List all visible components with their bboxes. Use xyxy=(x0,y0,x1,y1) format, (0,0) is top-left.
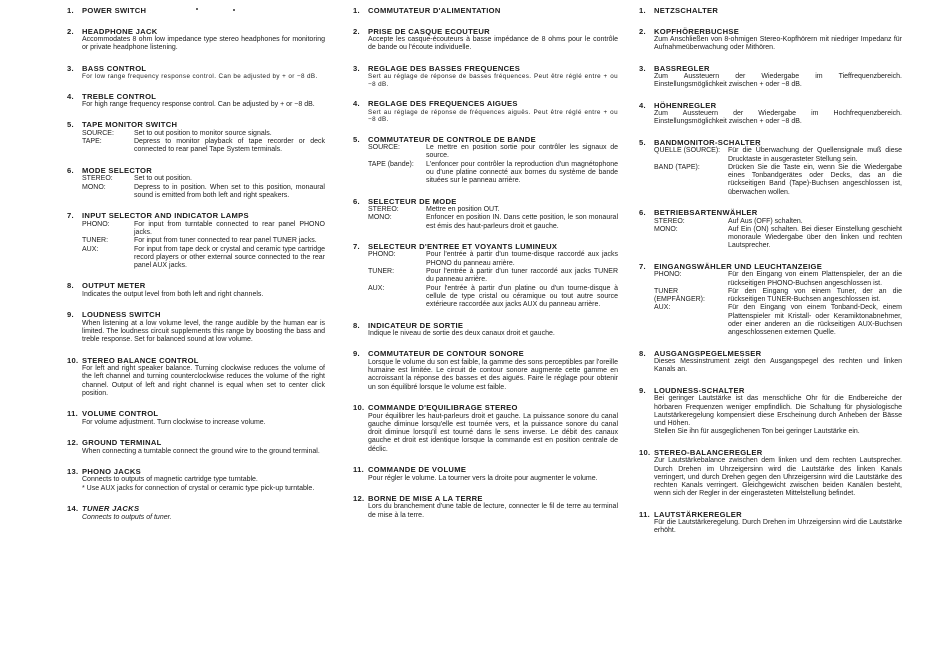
manual-section xyxy=(67,6,325,16)
manual-section xyxy=(353,349,618,392)
section-title: BORNE DE MISE A LA TERRE xyxy=(368,493,483,503)
setting-key: TUNER: xyxy=(368,268,395,276)
section-title: HÖHENREGLER xyxy=(654,100,717,110)
section-number: 11. xyxy=(353,465,365,475)
section-description: For low range frequency response control. Can be adjusted by + or −8 dB. xyxy=(82,73,318,81)
section-title: OUTPUT METER xyxy=(82,281,146,291)
setting-description: Pour l'entrée à partir d'un tuner raccordé aux jacks TUNER du panneau arrière. xyxy=(426,268,618,284)
section-description: When connecting a turntable connect the ground wire to the ground terminal. xyxy=(82,447,320,455)
section-title: REGLAGE DES BASSES FREQUENCES xyxy=(368,63,521,73)
section-number: 8. xyxy=(67,281,74,291)
setting-description: Für den Eingang von einem Tonband-Deck, einem Plattenspieler mit Kristall- oder Keramiktonabnehmer, oder einer anderen an die rückseitigen AUX-Buchsen angeschlossenen externen Quelle. xyxy=(728,304,902,337)
section-number: 8. xyxy=(353,320,360,330)
section-title: GROUND TERMINAL xyxy=(82,438,162,448)
section-number: 6. xyxy=(353,196,360,206)
section-number: 9. xyxy=(353,349,360,359)
section-title: COMMANDE D'EQUILIBRAGE STEREO xyxy=(368,403,518,413)
setting-row xyxy=(368,268,618,285)
manual-section xyxy=(67,120,325,154)
setting-key: PHONO: xyxy=(368,251,396,259)
manual-section xyxy=(67,91,325,110)
setting-description: Set to out position to monitor source signals. xyxy=(134,129,272,137)
section-number: 1. xyxy=(353,6,360,15)
section-number: 1. xyxy=(67,6,74,15)
section-title: VOLUME CONTROL xyxy=(82,409,159,419)
setting-row xyxy=(82,138,325,155)
manual-section xyxy=(639,208,902,251)
section-number: 14. xyxy=(67,504,79,514)
setting-row xyxy=(368,206,618,214)
setting-row xyxy=(368,144,618,161)
section-number: 3. xyxy=(67,63,74,73)
section-number: 11. xyxy=(67,409,79,419)
section-number: 12. xyxy=(67,438,79,448)
section-title: POWER SWITCH xyxy=(82,6,147,15)
setting-description: Auf Aus (OFF) schalten. xyxy=(728,217,803,225)
manual-section xyxy=(353,134,618,186)
setting-description: L'enfoncer pour contrôler la reproduction d'un magnétophone ou d'une platine connecté aux bornes du système de bande situées sur le panneau arrière. xyxy=(426,160,618,185)
setting-description: Le mettre en position sortie pour contrôler les signaux de source. xyxy=(426,144,618,160)
setting-row xyxy=(654,271,902,288)
setting-row xyxy=(368,251,618,268)
manual-section xyxy=(67,281,325,299)
setting-key: AUX: xyxy=(654,304,671,312)
manual-section xyxy=(353,403,618,454)
manual-section xyxy=(353,26,618,53)
setting-description: For input from turntable connected to rear panel PHONO jacks. xyxy=(134,220,325,236)
setting-key: AUX: xyxy=(82,245,99,253)
section-title: COMMUTATEUR D'ALIMENTATION xyxy=(368,6,501,15)
manual-section xyxy=(639,509,902,536)
section-title: TAPE MONITOR SWITCH xyxy=(82,120,178,130)
setting-description: Depress to in position. When set to this position, monaural sound is emitted from both left and right speakers. xyxy=(134,183,325,199)
section-description: For volume adjustment. Turn clockwise to increase volume. xyxy=(82,418,266,426)
section-title: COMMANDE DE VOLUME xyxy=(368,465,467,475)
setting-key: TAPE: xyxy=(82,138,102,146)
section-number: 6. xyxy=(67,165,74,175)
manual-section xyxy=(67,409,325,427)
section-number: 1. xyxy=(639,6,646,15)
setting-description: Für den Eingang von einem Plattenspieler, der an die rückseitigen PHONO-Buchsen angeschlossen ist. xyxy=(728,271,902,287)
manual-section xyxy=(353,99,618,124)
manual-section xyxy=(639,385,902,437)
section-description: Indicates the output level from both left and right channels. xyxy=(82,290,264,298)
manual-section xyxy=(639,63,902,90)
section-description: When listening at a low volume level, the range audible by the human ear is limited. The loudness circuit supplements this range by boosting the bass and treble response. Set for balanced sound at low volume. xyxy=(82,319,325,344)
setting-key: SOURCE: xyxy=(368,144,400,152)
setting-key: STEREO: xyxy=(82,175,113,183)
setting-key: TAPE (bande): xyxy=(368,160,414,168)
setting-key: STEREO: xyxy=(368,206,399,214)
section-number: 4. xyxy=(67,91,74,101)
manual-section xyxy=(67,466,325,493)
section-description: Connects to outputs of magnetic cartridge type turntable. * Use AUX jacks for connection of crystal or ceramic type pick-up turntable. xyxy=(82,476,315,492)
manual-section xyxy=(639,447,902,499)
section-number: 11. xyxy=(639,509,651,519)
section-number: 2. xyxy=(353,26,360,36)
manual-section xyxy=(353,320,618,339)
setting-row xyxy=(82,246,325,271)
section-number: 7. xyxy=(639,261,646,271)
section-title: BANDMONITOR-SCHALTER xyxy=(654,137,761,147)
setting-description: Set to out position. xyxy=(134,175,192,183)
setting-key: PHONO: xyxy=(82,220,110,228)
setting-description: For input from tuner connected to rear panel TUNER jacks. xyxy=(134,237,317,245)
setting-description: Drücken Sie die Taste ein, wenn Sie die Wiedergabe eines Tonbandgerätes oder Decks, das an die rückseitigen Band (Tape)-Buchsen angeschlossen ist, überwachen wollen. xyxy=(728,163,902,196)
manual-section xyxy=(639,261,902,338)
section-title: TREBLE CONTROL xyxy=(82,91,157,101)
setting-key: MONO: xyxy=(82,183,106,191)
section-title: INPUT SELECTOR AND INDICATOR LAMPS xyxy=(82,211,249,221)
setting-description: Für die Überwachung der Quellensignale muß diese Drucktaste in ausgerasteter Stellung sein. xyxy=(728,147,902,163)
section-description: Bei geringer Lautstärke ist das menschliche Ohr für die Endbereiche der hörbaren Frequenzen weniger empfindlich. Die Schaltung für physiologische Lautstärkeregelung kompensiert diese Erscheinung durch Anheben der Bässe und Höhen. Stellen Sie ihn für ausgeglichenen Ton bei geringer Lautstärke ein. xyxy=(654,395,902,436)
setting-row xyxy=(654,226,902,251)
section-description: Dieses Messinstrument zeigt den Ausgangspegel des rechten und linken Kanals an. xyxy=(654,358,902,374)
manual-section xyxy=(67,504,325,522)
section-description: Connects to outputs of tuner. xyxy=(82,513,172,521)
section-title: KOPFHÖRERBUCHSE xyxy=(654,26,740,36)
manual-section xyxy=(67,211,325,270)
setting-row xyxy=(654,147,902,164)
section-number: 3. xyxy=(353,63,360,73)
setting-description: Auf Ein (ON) schalten. Bei dieser Einstellung geschieht monoraule Wiedergabe über den linken und rechten Lautsprecher. xyxy=(728,225,902,250)
section-description: Zur Lautstärkebalance zwischen dem linken und dem rechten Lautsprecher. Durch Drehen im Uhrzeigersinn wird die Lautstärke des linken Kanals verringert, und durch Drehen gegen den Uhrzeigersinn wird die Lautstärke des rechten Kanals verringert. Gleichgewicht zwischen beiden Kanälen besteht, wenn sich der Regler in der eingerasteten Mittelstellung befindet. xyxy=(654,457,902,498)
manual-section xyxy=(353,6,618,16)
section-title: NETZSCHALTER xyxy=(654,6,719,15)
manual-section xyxy=(639,100,902,127)
section-title: INDICATEUR DE SORTIE xyxy=(368,320,464,330)
section-number: 7. xyxy=(353,241,360,251)
setting-row xyxy=(82,184,325,201)
manual-section xyxy=(67,438,325,456)
manual-section xyxy=(639,6,902,16)
setting-row xyxy=(654,304,902,337)
section-title: HEADPHONE JACK xyxy=(82,26,158,36)
french-column xyxy=(353,6,618,531)
setting-row xyxy=(82,237,325,245)
setting-key: BAND (TAPE): xyxy=(654,163,700,171)
section-title: EINGANGSWÄHLER UND LEUCHTANZEIGE xyxy=(654,261,823,271)
section-number: 5. xyxy=(639,137,646,147)
section-description: Pour équilibrer les haut-parleurs droit et gauche. La puissance sonore du canal gauche diminue lorsqu'elle est tournée vers, et la puissance sonore du canal droit diminue lorsqu'il est tourné dans le sens inverse. Le débit des canaux gauche et droit est identique lorsque la commande est en position centrale de déclic. xyxy=(368,412,618,453)
setting-row xyxy=(654,164,902,197)
setting-key: AUX: xyxy=(368,284,385,292)
manual-section xyxy=(67,26,325,53)
setting-description: Für den Eingang von einem Tuner, der an die rückseitigen TUNER-Buchsen angeschlossen ist. xyxy=(728,287,902,304)
section-title: MODE SELECTOR xyxy=(82,165,153,175)
section-number: 4. xyxy=(353,99,360,109)
section-number: 2. xyxy=(639,26,646,36)
section-title: COMMUTATEUR DE CONTROLE DE BANDE xyxy=(368,134,536,144)
setting-description: Pour l'entrée à partir d'un platine ou d'un tourne-disque à cellule de type cristal ou céramique ou tout autre source extérieure raccordée aux jacks AUX du panneau arrière. xyxy=(426,284,618,309)
manual-section xyxy=(353,63,618,89)
section-number: 5. xyxy=(67,120,74,130)
section-title: SELECTEUR DE MODE xyxy=(368,196,457,206)
section-title: BASSREGLER xyxy=(654,63,710,73)
setting-key: TUNER: xyxy=(82,237,109,245)
section-title: BASS CONTROL xyxy=(82,63,147,73)
manual-section xyxy=(353,196,618,231)
setting-key: STEREO: xyxy=(654,217,685,225)
section-title: PRISE DE CASQUE ECOUTEUR xyxy=(368,26,490,36)
setting-row xyxy=(82,130,325,138)
section-title: BETRIEBSARTENWÄHLER xyxy=(654,208,758,218)
section-description: Zum Aussteuern der Wiedergabe im Hochfrequenzbereich. Einstellungsmöglichkeit zwischen + oder −8 dB. xyxy=(654,110,902,126)
english-column xyxy=(67,6,325,533)
setting-key: SOURCE: xyxy=(82,129,114,137)
section-title: COMMUTATEUR DE CONTOUR SONORE xyxy=(368,349,524,359)
manual-section xyxy=(67,310,325,344)
setting-row xyxy=(654,288,902,305)
german-column xyxy=(639,6,902,547)
section-number: 13. xyxy=(67,466,79,476)
section-title: SELECTEUR D'ENTREE ET VOYANTS LUMINEUX xyxy=(368,241,558,251)
section-number: 10. xyxy=(67,355,79,365)
section-description: Lorsque le volume du son est faible, la gamme des sons perceptibles par l'oreille humaine est limitée. Le circuit de contour sonore augmente cette gamme en accroissant la réponse des basses et des aiguës. Faire le réglage pour obtenir un son équilibré lorsque le volume est faible. xyxy=(368,358,618,391)
section-description: For left and right speaker balance. Turning clockwise reduces the volume of the left channel and turning counterclockwise reduces the volume of the right channel. Output of left and right channel is equal when set to center click position. xyxy=(82,365,325,398)
section-title: LAUTSTÄRKEREGLER xyxy=(654,509,742,519)
section-number: 8. xyxy=(639,348,646,358)
manual-section xyxy=(639,26,902,53)
manual-section xyxy=(353,241,618,310)
section-description: Sert au réglage de réponse de basses fréquences. Peut être réglé entre + ou −8 dB. xyxy=(368,73,618,88)
section-title: LOUDNESS-SCHALTER xyxy=(654,385,745,395)
section-number: 2. xyxy=(67,26,74,36)
section-description: For high range frequency response control. Can be adjusted by + or −8 dB. xyxy=(82,101,315,109)
manual-section xyxy=(639,137,902,197)
section-title: TUNER JACKS xyxy=(82,504,140,514)
section-number: 12. xyxy=(353,493,365,503)
setting-row xyxy=(368,285,618,310)
setting-row xyxy=(82,221,325,238)
section-number: 7. xyxy=(67,211,74,221)
setting-row xyxy=(654,218,902,226)
setting-description: Mettre en position OUT. xyxy=(426,206,500,214)
manual-section xyxy=(639,348,902,375)
section-number: 10. xyxy=(639,447,651,457)
section-number: 6. xyxy=(639,208,646,218)
setting-description: Enfoncer en position IN. Dans cette position, le son monaural est émis des haut-parleurs droit et gauche. xyxy=(426,214,618,230)
manual-section xyxy=(67,355,325,399)
section-title: REGLAGE DES FREQUENCES AIGUES xyxy=(368,99,518,109)
section-description: Pour régler le volume. La tourner vers la droite pour augmenter le volume. xyxy=(368,474,598,482)
section-description: Indique le niveau de sortie des deux canaux droit et gauche. xyxy=(368,330,555,338)
section-description: Accommodates 8 ohm low impedance type stereo headphones for monitoring or private headphone listening. xyxy=(82,36,325,52)
section-description: Zum Aussteuern der Wiedergabe im Tieffrequenzbereich. Einstellungsmöglichkeit zwischen + oder −8 dB. xyxy=(654,73,902,89)
setting-row xyxy=(82,175,325,183)
section-description: Zum Anschließen von 8-ohmigen Stereo-Kopfhörern mit niedriger Impedanz für Aufnahmeüberwachung oder Mithören. xyxy=(654,36,902,52)
section-description: Accepte les casque-écouteurs à basse impédance de 8 ohms pour le contrôle de bande ou l'écoute individuelle. xyxy=(368,36,618,52)
setting-key: QUELLE (SOURCE): xyxy=(654,147,721,155)
manual-section xyxy=(353,493,618,520)
setting-description: Pour l'entrée à partir d'un tourne-disque raccordé aux jacks PHONO du panneau arrière. xyxy=(426,251,618,267)
section-title: LOUDNESS SWITCH xyxy=(82,310,161,320)
section-title: AUSGANGSPEGELMESSER xyxy=(654,348,762,358)
section-description: Lors du branchement d'une table de lecture, connecter le fil de terre au terminal de mise à la terre. xyxy=(368,503,618,519)
setting-description: For input from tape deck or crystal and ceramic type cartridge record players or other external source connected to the rear panel AUX jacks. xyxy=(134,245,325,270)
section-number: 9. xyxy=(639,385,646,395)
section-number: 3. xyxy=(639,63,646,73)
section-description: Sert au réglage de réponse de fréquences aiguës. Peut être réglé entre + ou −8 dB. xyxy=(368,108,618,124)
section-number: 4. xyxy=(639,100,646,110)
section-number: 9. xyxy=(67,310,74,320)
section-number: 5. xyxy=(353,134,360,144)
manual-section xyxy=(67,63,325,81)
section-title: PHONO JACKS xyxy=(82,466,141,476)
section-number: 10. xyxy=(353,403,365,413)
section-description: Für die Lautstärkeregelung. Durch Drehen im Uhrzeigersinn wird die Lautstärke erhöht. xyxy=(654,519,902,535)
setting-key: PHONO: xyxy=(654,271,682,279)
section-title: STEREO-BALANCEREGLER xyxy=(654,447,763,457)
setting-key: MONO: xyxy=(654,225,678,233)
setting-row xyxy=(368,161,618,186)
setting-description: Depress to monitor playback of tape recorder or deck connected to rear panel Tape System terminals. xyxy=(134,138,325,154)
manual-section xyxy=(67,165,325,200)
setting-key: TUNER (EMPFÄNGER): xyxy=(654,287,705,304)
setting-row xyxy=(368,214,618,231)
section-title: STEREO BALANCE CONTROL xyxy=(82,355,199,365)
setting-key: MONO: xyxy=(368,214,392,222)
manual-section xyxy=(353,465,618,483)
